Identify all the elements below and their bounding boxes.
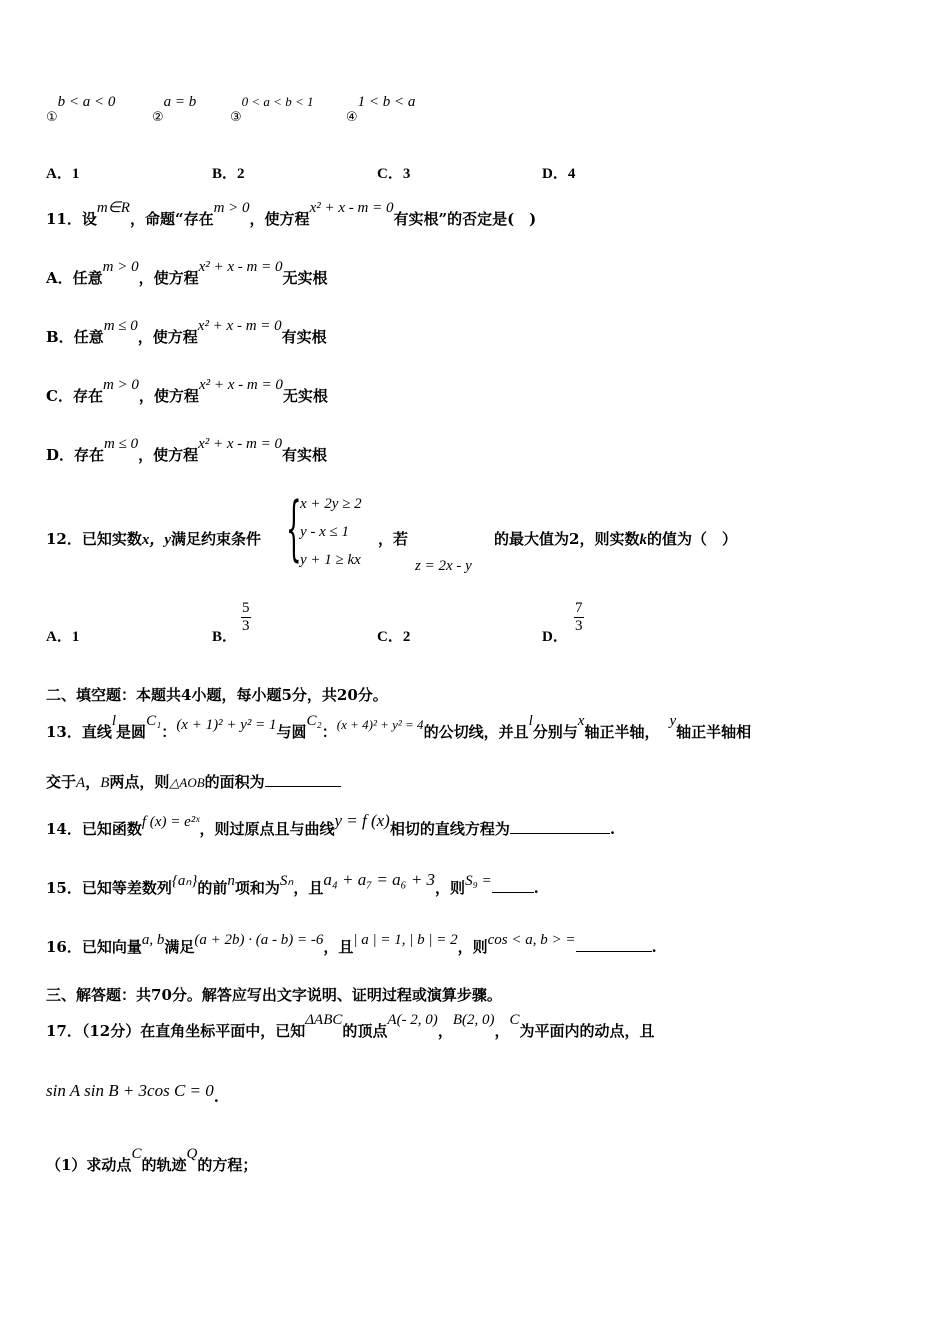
q12-option-b: B．	[212, 629, 238, 645]
section-2-heading: 二、填空题：本题共4小题，每小题5分，共20分。	[46, 686, 388, 704]
q17-condition: sin A sin B + 3cos C = 0.	[46, 1081, 220, 1106]
q10-option-a: A．1	[46, 166, 80, 182]
q16: 16．已知向量a, b满足(a + 2b) · (a - b) = -6，且| a | = 1, | b | = 2，则cos < a, b > = .	[46, 932, 657, 956]
q10-option-c: C．3	[377, 166, 411, 182]
q15: 15．已知等差数列{aₙ}的前n项和为Sₙ，且a₄ + a₇ = a₆ + 3，则S₉ = .	[46, 870, 539, 897]
q15-answer-blank[interactable]	[492, 880, 534, 893]
q16-answer-blank[interactable]	[576, 939, 652, 952]
q10-choice-3: ③0 < a < b < 1	[230, 94, 314, 125]
q13-line-2: 交于A，B两点，则△AOB的面积为	[46, 771, 341, 792]
q12-option-b-fraction: $\frac{5}{3}$	[242, 600, 250, 634]
q12-stem: 12．已知实数x，y满足约束条件	[46, 530, 262, 548]
q10-option-d: D．4	[542, 166, 576, 182]
q12-if: ，若	[378, 530, 409, 548]
q12-constraint-1: x + 2y ≥ 2	[300, 496, 362, 512]
q12-option-d: D．	[542, 629, 568, 645]
q17-part-1: （1）求动点C的轨迹Q的方程；	[46, 1146, 258, 1174]
q12-constraint-2: y - x ≤ 1	[300, 524, 350, 540]
section-3-heading: 三、解答题：共70分。解答应写出文字说明、证明过程或演算步骤。	[46, 986, 502, 1004]
q13-answer-blank[interactable]	[265, 774, 341, 787]
q14: 14．已知函数f (x) = e²ˣ，则过原点且与曲线y = f (x)相切的直线方程为 .	[46, 811, 616, 838]
q10-option-b: B．2	[212, 166, 245, 182]
q11-option-c: C．存在m > 0，使方程x² + x - m = 0无实根	[46, 377, 328, 405]
q10-choice-1: ①b < a < 0	[46, 94, 116, 125]
q12-brace: {	[286, 487, 302, 569]
q14-answer-blank[interactable]	[510, 821, 610, 834]
q11-option-a: A．任意m > 0，使方程x² + x - m = 0无实根	[46, 259, 328, 287]
q11-option-d: D．存在m ≤ 0，使方程x² + x - m = 0有实根	[46, 436, 328, 464]
q12-stem-end: 的最大值为2，则实数k的值为（ ）	[494, 530, 737, 548]
q10-choice-4: ④1 < b < a	[346, 94, 416, 125]
q12-option-c: C．2	[377, 629, 411, 645]
q12-z: z = 2x - y	[415, 558, 472, 574]
q11-stem: 11．设m∈R，命题“存在m > 0，使方程x² + x - m = 0有实根”的否定是( )	[46, 200, 537, 228]
q12-option-a: A．1	[46, 629, 80, 645]
q11-option-b: B．任意m ≤ 0，使方程x² + x - m = 0有实根	[46, 318, 327, 346]
q12-option-d-fraction: $\frac{7}{3}$	[575, 600, 583, 634]
q13-line-1: 13．直线l是圆C₁：(x + 1)² + y² = 1与圆C₂：(x + 4)² + y² = 4的公切线，并且l分别与x轴正半轴，y轴正半轴相	[46, 713, 752, 741]
q17-stem: 17．（12分）在直角坐标平面中，已知ΔABC的顶点A(- 2, 0)，B(2, 0)，C为平面内的动点，且	[46, 1012, 655, 1040]
q12-constraint-3: y + 1 ≥ kx	[300, 552, 361, 568]
q10-choice-2: ②a = b	[152, 94, 197, 125]
